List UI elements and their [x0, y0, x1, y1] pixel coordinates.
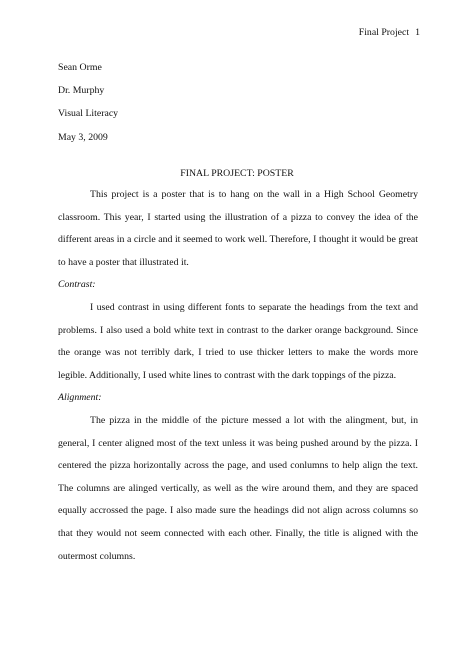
section-heading-contrast: Contrast:: [58, 279, 96, 291]
section-paragraph-contrast: I used contrast in using different fonts to separate the headings from the text and problems. I also used a bold white text in contrast to the darker orange background. Since the orange was not terribly dark, I tried to use thicker letters to make the words more legible. Additionally, I used white lines to contrast with the dark toppings of the pizza.: [58, 301, 418, 381]
page-number: 1: [415, 27, 420, 38]
document-body: [58, 184, 418, 568]
instructor-name: Dr. Murphy: [58, 85, 105, 97]
course-name: Visual Literacy: [58, 108, 119, 120]
section-heading-alignment: Alignment:: [58, 392, 102, 404]
intro-paragraph: This project is a poster that is to hang on the wall in a High School Geometry classroom. This year, I started using the illustration of a pizza to convey the idea of the different areas in a circle and it seemed to work well. Therefore, I thought it would be great to have a poster that illustrated it.: [58, 189, 418, 268]
running-header: [359, 27, 420, 39]
mla-heading: [58, 56, 418, 149]
running-header-text: Final Project: [358, 27, 410, 38]
section-paragraph-alignment: The pizza in the middle of the picture messed a lot with the alingment, but, in general, I center aligned most of the text unless it was being pushed around by the pizza. I centered the pizza horizontally across the page, and used conlumns to help align the text. The columns are alinged vertically, as well as the wire around them, and they are spaced equally accrossed the page. I also made sure the headings did not align across columns so that they would not seem connected with each other. Finally, the title is aligned with the outermost columns.: [58, 414, 418, 562]
document-date: May 3, 2009: [58, 131, 108, 143]
document-title: FINAL PROJECT: POSTER: [180, 168, 294, 179]
author-name: Sean Orme: [58, 62, 102, 73]
